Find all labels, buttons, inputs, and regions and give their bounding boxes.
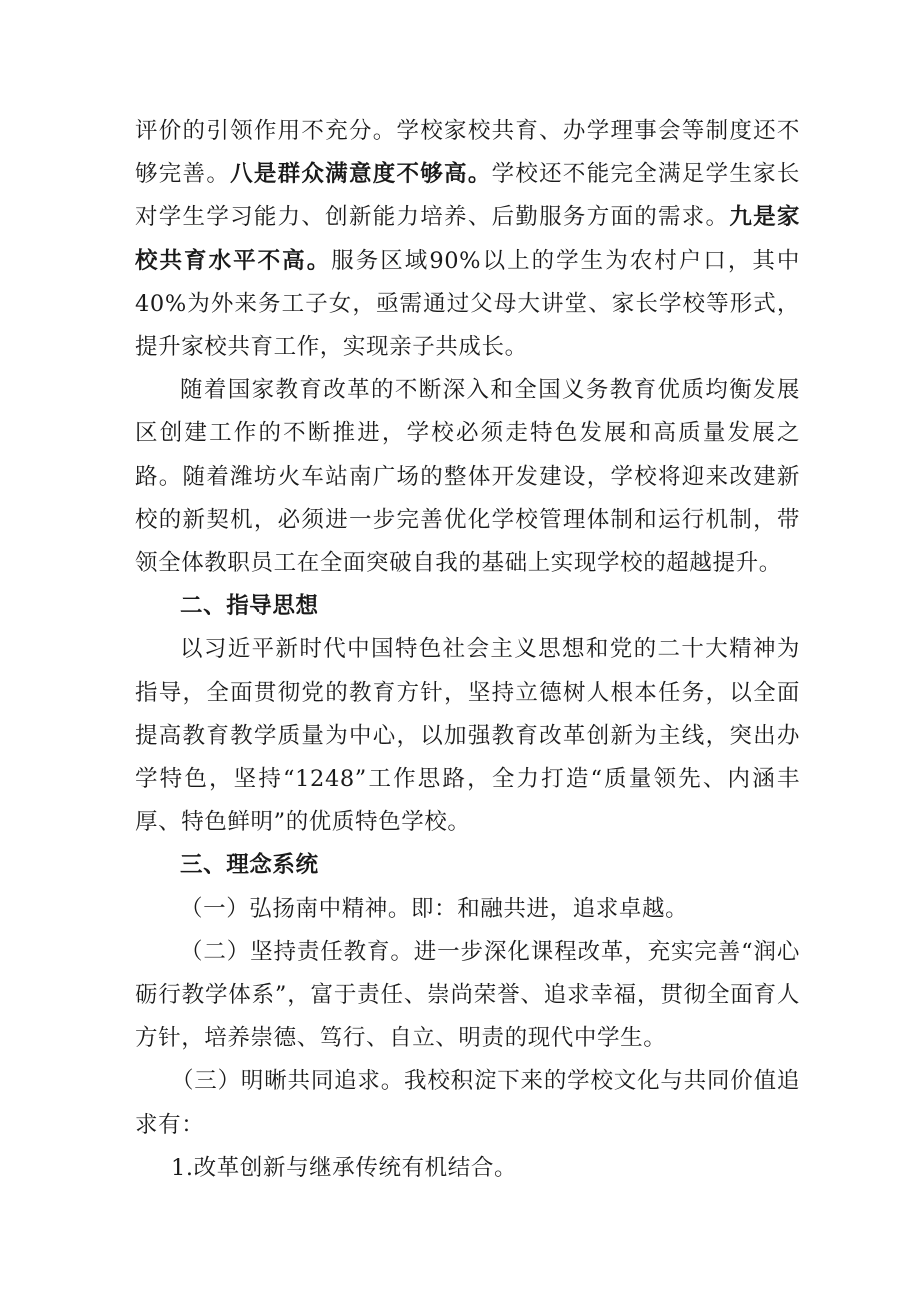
concept-item-one: （一）弘扬南中精神。即：和融共进，追求卓越。 xyxy=(180,895,689,922)
paragraph-problems xyxy=(135,110,800,369)
concept-subitem-one: 1.改革创新与继承传统有机结合。 xyxy=(171,1154,518,1181)
concept-item-three: （三）明晰共同追求。我校积淀下来的学校文化与共同价值追求有： xyxy=(135,1068,800,1138)
paragraph-guiding-ideology: 以习近平新时代中国特色社会主义思想和党的二十大精神为指导，全面贯彻党的教育方针，坚持立德树人根本任务，以全面提高教育教学质量为中心，以加强教育改革创新为主线，突出办学特色，坚持“1248”工作思路，全力打造“质量领先、内涵丰厚、特色鲜明”的优质特色学校。 xyxy=(135,636,800,836)
section-heading-guiding-ideology: 二、指导思想 xyxy=(180,593,319,620)
bold-point-nine: 九是家校共育水平不高。 xyxy=(135,204,800,274)
paragraph-development: 随着国家教育改革的不断深入和全国义务教育优质均衡发展区创建工作的不断推进，学校必须走特色发展和高质量发展之路。随着潍坊火车站南广场的整体开发建设，学校将迎来改建新校的新契机，必须进一步完善优化学校管理体制和运行机制，带领全体教职员工在全面突破自我的基础上实现学校的超越提升。 xyxy=(135,377,800,577)
text-segment: 学校还不能完全满足学生家长对学生学习能力、创新能力培养、后勤服务方面的需求。 xyxy=(135,161,800,231)
concept-item-two: （二）坚持责任教育。进一步深化课程改革，充实完善“润心砺行教学体系”，富于责任、崇尚荣誉、追求幸福，贯彻全面育人方针，培养崇德、笃行、自立、明责的现代中学生。 xyxy=(135,938,800,1052)
section-heading-concept-system: 三、理念系统 xyxy=(180,852,319,879)
text-segment: 评价的引领作用不充分。学校家校共育、办学理事会等制度还不够完善。 xyxy=(135,118,800,188)
bold-point-eight: 八是群众满意度不够高。 xyxy=(230,161,492,188)
text-segment: 服务区域90%以上的学生为农村户口，其中40%为外来务工子女，亟需通过父母大讲堂、家长学校等形式，提升家校共育工作，实现亲子共成长。 xyxy=(135,247,800,361)
